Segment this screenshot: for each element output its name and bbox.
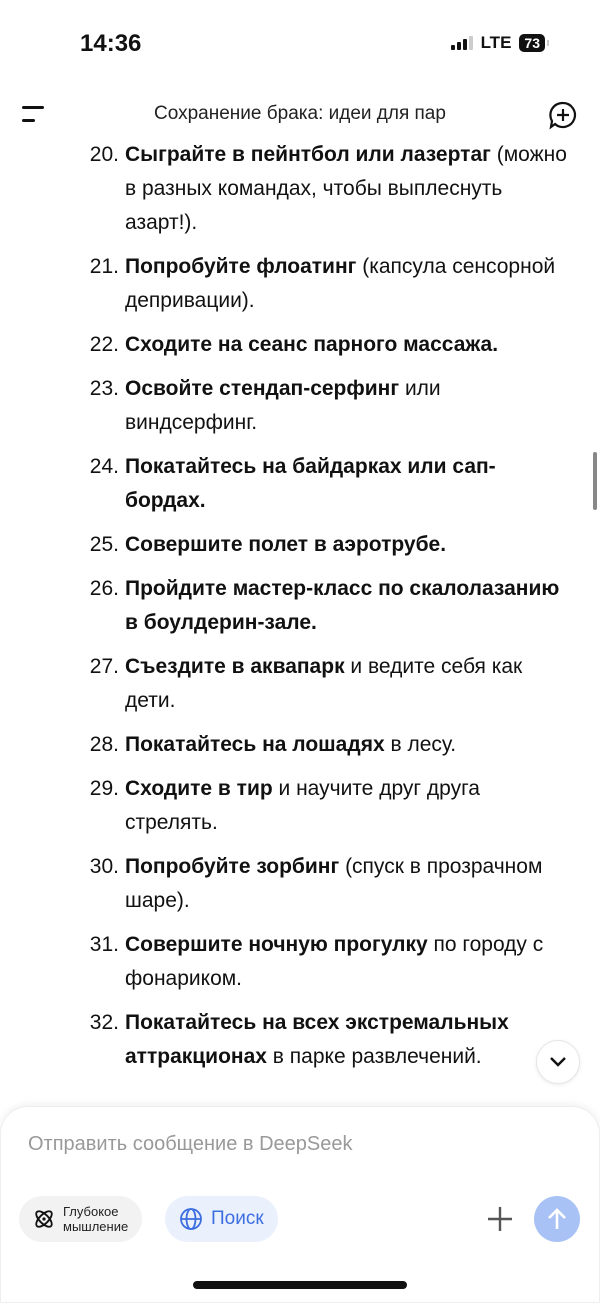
item-rest: (капсула сенсорной депривации).	[125, 255, 556, 312]
item-number: 28.	[89, 733, 119, 756]
item-number: 32.	[89, 1011, 119, 1034]
item-bold: Сыграйте в пейнтбол или лазертаг	[125, 143, 491, 166]
signal-icon	[451, 36, 473, 50]
item-rest: в парке развлечений.	[266, 1045, 482, 1068]
scroll-down-button[interactable]	[536, 1040, 580, 1084]
list-item	[0, 572, 600, 640]
item-rest: (можно в разных командах, чтобы выплеснуть азарт!).	[125, 143, 567, 234]
item-bold: Пройдите мастер-класс по скалолазанию в боулдерин-зале.	[125, 577, 560, 634]
chevron-down-icon	[549, 1056, 567, 1068]
item-bold: Сходите в тир	[125, 777, 273, 800]
list-item	[0, 250, 600, 318]
list-item	[0, 528, 600, 562]
list-item	[0, 138, 600, 240]
item-number: 23.	[89, 377, 119, 400]
item-number: 31.	[89, 933, 119, 956]
item-number: 26.	[89, 577, 119, 600]
network-label: LTE	[480, 33, 512, 52]
item-number: 22.	[89, 333, 119, 356]
item-rest: в лесу.	[384, 733, 457, 756]
search-button[interactable]	[165, 1196, 278, 1242]
item-rest: и ведите себя как дети.	[125, 655, 523, 712]
item-text	[125, 572, 570, 640]
item-text	[125, 772, 570, 840]
item-text	[125, 250, 570, 318]
status-icons	[451, 33, 545, 53]
deep-thinking-button[interactable]	[19, 1196, 142, 1242]
deep-label-2: мышление	[63, 1219, 129, 1234]
item-text	[125, 328, 570, 362]
item-bold: Совершите полет в аэротрубе.	[125, 533, 447, 556]
message-input[interactable]: Отправить сообщение в DeepSeek	[28, 1133, 353, 1155]
item-rest: по городу с фонариком.	[125, 933, 544, 990]
item-bold: Сходите на сеанс парного массажа.	[125, 333, 499, 356]
item-text	[125, 450, 570, 518]
home-indicator[interactable]	[193, 1281, 407, 1289]
item-number: 20.	[89, 143, 119, 166]
list-item	[0, 328, 600, 362]
item-bold: Попробуйте флоатинг	[125, 255, 357, 278]
item-number: 21.	[89, 255, 119, 278]
item-text	[125, 928, 570, 996]
item-text	[125, 372, 570, 440]
item-rest: или виндсерфинг.	[125, 377, 441, 434]
message-list	[0, 138, 600, 1084]
item-bold: Покатайтесь на байдарках или сап-бордах.	[125, 455, 496, 512]
item-number: 25.	[89, 533, 119, 556]
arrow-up-icon	[546, 1207, 568, 1231]
globe-icon	[179, 1207, 203, 1231]
item-text	[125, 650, 570, 718]
item-text	[125, 850, 570, 918]
item-text	[125, 528, 570, 562]
new-chat-icon[interactable]	[548, 100, 578, 130]
item-bold: Покатайтесь на лошадях	[125, 733, 385, 756]
deep-label-1: Глубокое	[63, 1204, 119, 1219]
list-item	[0, 450, 600, 518]
list-item	[0, 728, 600, 762]
list-item	[0, 372, 600, 440]
scrollbar[interactable]	[593, 452, 597, 510]
item-number: 29.	[89, 777, 119, 800]
list-item	[0, 650, 600, 718]
list-item	[0, 850, 600, 918]
list-item	[0, 928, 600, 996]
search-label: Поиск	[211, 1208, 264, 1229]
item-text	[125, 138, 570, 240]
page-title: Сохранение брака: идеи для пар	[154, 103, 446, 124]
item-rest: (спуск в прозрачном шаре).	[125, 855, 543, 912]
item-bold: Съездите в аквапарк	[125, 655, 345, 678]
item-rest: и научите друг друга стрелять.	[125, 777, 480, 834]
item-text	[125, 728, 570, 762]
item-bold: Совершите ночную прогулку	[125, 933, 428, 956]
item-number: 27.	[89, 655, 119, 678]
item-text	[125, 1006, 570, 1074]
attach-plus-icon[interactable]	[486, 1205, 514, 1233]
atom-icon	[33, 1208, 55, 1230]
list-item	[0, 1006, 600, 1074]
list-item	[0, 772, 600, 840]
item-number: 24.	[89, 455, 119, 478]
status-time: 14:36	[80, 30, 142, 57]
item-bold: Покатайтесь на всех экстремальных аттракционах	[125, 1011, 509, 1068]
battery-icon: 73	[519, 34, 545, 52]
item-bold: Попробуйте зорбинг	[125, 855, 340, 878]
send-button[interactable]	[534, 1196, 580, 1242]
item-number: 30.	[89, 855, 119, 878]
item-bold: Освойте стендап-серфинг	[125, 377, 400, 400]
